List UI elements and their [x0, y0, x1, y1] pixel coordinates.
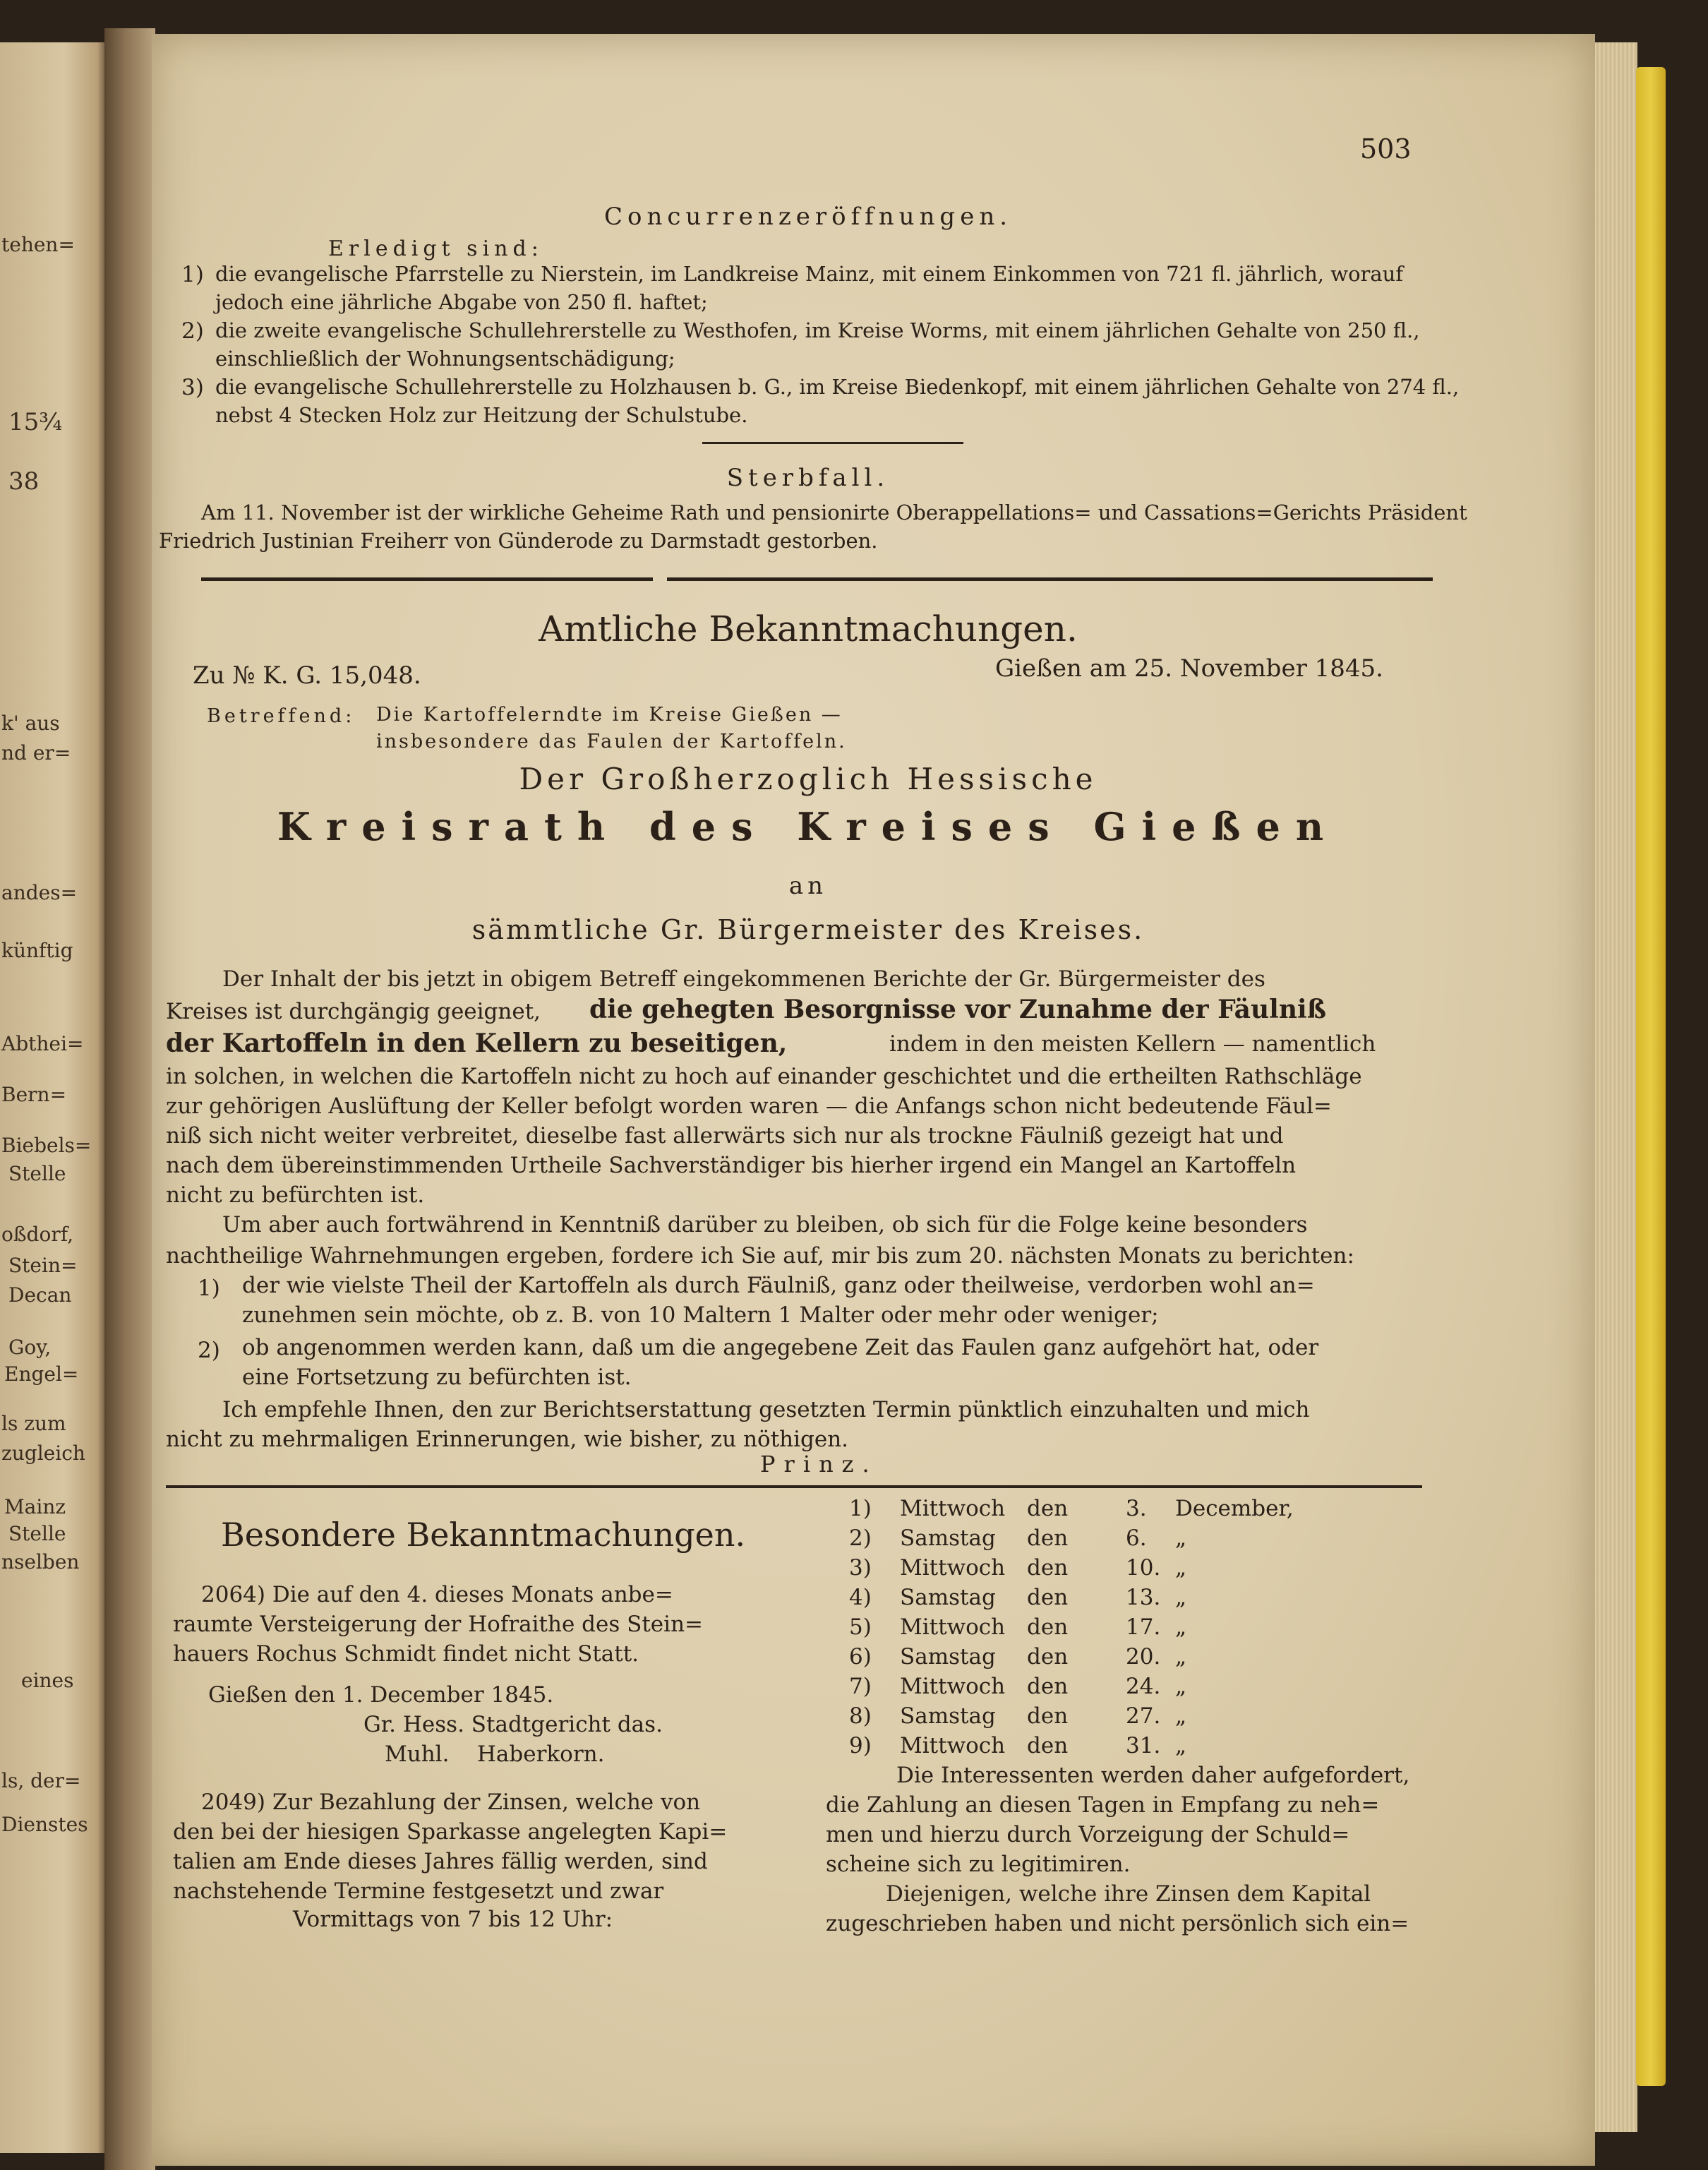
closing-line: nicht zu mehrmaligen Erinnerungen, wie bisher, zu nöthigen.	[166, 1427, 849, 1452]
body-line: niß sich nicht weiter verbreitet, dieselbe fast allerwärts sich nur als trockne Fäulniß gezeigt hat und	[166, 1123, 1284, 1149]
sterbfall-line: Am 11. November ist der wirkliche Geheime Rath und pensionirte Oberappellations= und Cassations=Gerichts Präsident	[201, 500, 1467, 524]
schedule-den: den	[1027, 1733, 1069, 1758]
notice-2049-right-line: scheine sich zu legitimiren.	[826, 1852, 1131, 1877]
left-facing-page	[0, 42, 106, 2153]
amtliche-date: Gießen am 25. November 1845.	[995, 654, 1383, 683]
left-fragment: k' aus	[1, 712, 60, 735]
left-fragment: ls zum	[1, 1412, 66, 1435]
divider-rule	[702, 442, 963, 444]
left-fragment: ls, der=	[1, 1769, 81, 1792]
question-num: 2)	[198, 1338, 220, 1363]
notice-2049-right-line: men und hierzu durch Vorzeigung der Schuld=	[826, 1822, 1350, 1847]
concurrenz-item-line: die evangelische Pfarrstelle zu Nierstein, im Landkreise Mainz, mit einem Einkommen von 721 fl. jährlich, worauf	[215, 262, 1404, 286]
schedule-month: „	[1175, 1525, 1187, 1551]
left-fragment: Engel=	[4, 1362, 79, 1386]
schedule-day: Mittwoch	[900, 1496, 1006, 1521]
schedule-month: „	[1175, 1674, 1187, 1699]
schedule-month: December,	[1175, 1496, 1294, 1521]
notice-2049-line: Vormittags von 7 bis 12 Uhr:	[293, 1907, 613, 1932]
left-fragment: andes=	[1, 881, 78, 904]
schedule-date: 10.	[1126, 1555, 1161, 1581]
schedule-day: Mittwoch	[900, 1555, 1006, 1581]
schedule-day: Mittwoch	[900, 1733, 1006, 1758]
schedule-den: den	[1027, 1525, 1069, 1551]
concurrenz-item-num: 2)	[181, 318, 204, 344]
schedule-day: Samstag	[900, 1644, 996, 1670]
question-line: ob angenommen werden kann, daß um die angegebene Zeit das Faulen ganz aufgehört hat, oder	[242, 1335, 1319, 1360]
notice-2064-line: hauers Rochus Schmidt findet nicht Statt.	[173, 1641, 639, 1667]
left-fragment: künftig	[1, 939, 73, 962]
notice-2049-line: den bei der hiesigen Sparkasse angelegten Kapi=	[173, 1819, 728, 1845]
concurrenz-item-line: einschließlich der Wohnungsentschädigung;	[215, 347, 675, 371]
book-gutter	[104, 28, 155, 2170]
schedule-den: den	[1027, 1703, 1069, 1729]
amtliche-heading: Amtliche Bekanntmachungen.	[539, 609, 1078, 649]
notice-2064-place-date: Gießen den 1. December 1845.	[208, 1682, 554, 1708]
section-rule	[166, 1485, 1422, 1488]
schedule-num: 2)	[849, 1525, 872, 1551]
sender-name: Kreisrath des Kreises Gießen	[277, 804, 1340, 849]
schedule-day: Samstag	[900, 1703, 996, 1729]
schedule-num: 8)	[849, 1703, 872, 1729]
page-edges	[1592, 42, 1637, 2132]
concurrenz-title: Concurrenzeröffnungen.	[603, 203, 1013, 231]
schedule-num: 7)	[849, 1674, 872, 1699]
left-fragment: Biebels=	[1, 1134, 92, 1157]
concurrenz-item-line: die evangelische Schullehrerstelle zu Holzhausen b. G., im Kreise Biedenkopf, mit einem jährlichen Gehalte von 274 fl.,	[215, 375, 1460, 399]
betreff-label: Betreffend:	[207, 705, 356, 727]
notice-2049-right-line: Die Interessenten werden daher aufgefordert,	[896, 1763, 1410, 1788]
body-line: nachtheilige Wahrnehmungen ergeben, fordere ich Sie auf, mir bis zum 20. nächsten Monats zu berichten:	[166, 1243, 1354, 1269]
body-line: indem in den meisten Kellern — namentlich	[889, 1031, 1376, 1057]
left-fragment: Stein=	[8, 1254, 78, 1277]
besondere-heading: Besondere Bekanntmachungen.	[221, 1516, 746, 1554]
concurrenz-item-num: 3)	[181, 375, 204, 400]
question-num: 1)	[198, 1276, 220, 1301]
body-line: Kreises ist durchgängig geeignet,	[166, 999, 541, 1024]
left-fragment: 15¾	[8, 408, 63, 436]
signature: Prinz.	[760, 1451, 878, 1477]
concurrenz-item-num: 1)	[181, 262, 204, 287]
left-fragment: Stelle	[8, 1162, 66, 1185]
sender-title: Der Großherzoglich Hessische	[519, 762, 1097, 796]
schedule-den: den	[1027, 1496, 1069, 1521]
notice-2049-line: nachstehende Termine festgesetzt und zwar	[173, 1878, 664, 1904]
newspaper-page	[152, 34, 1595, 2166]
concurrenz-item-line: jedoch eine jährliche Abgabe von 250 fl. haftet;	[215, 290, 708, 314]
schedule-num: 3)	[849, 1555, 872, 1581]
notice-2049-right-line: die Zahlung an diesen Tagen in Empfang zu neh=	[826, 1792, 1380, 1818]
notice-2049-line: 2049) Zur Bezahlung der Zinsen, welche von	[201, 1790, 701, 1815]
left-fragment: Abthei=	[1, 1032, 84, 1055]
schedule-date: 17.	[1126, 1614, 1161, 1640]
body-line: in solchen, in welchen die Kartoffeln nicht zu hoch auf einander geschichtet und die ertheilten Rathschläge	[166, 1064, 1362, 1089]
betreff-line: Die Kartoffelerndte im Kreise Gießen —	[376, 704, 843, 726]
yellow-binding-tape	[1636, 67, 1666, 2086]
schedule-month: „	[1175, 1614, 1187, 1640]
schedule-date: 24.	[1126, 1674, 1161, 1699]
sterbfall-line: Friedrich Justinian Freiherr von Günderode zu Darmstadt gestorben.	[159, 529, 878, 553]
notice-2064-line: 2064) Die auf den 4. dieses Monats anbe=	[201, 1582, 673, 1607]
notice-2064-line: raumte Versteigerung der Hofraithe des Stein=	[173, 1612, 704, 1637]
schedule-day: Mittwoch	[900, 1674, 1006, 1699]
left-fragment: Dienstes	[1, 1813, 88, 1836]
schedule-day: Mittwoch	[900, 1614, 1006, 1640]
question-line: zunehmen sein möchte, ob z. B. von 10 Maltern 1 Malter oder mehr oder weniger;	[242, 1302, 1159, 1328]
notice-2049-line: talien am Ende dieses Jahres fällig werden, sind	[173, 1849, 708, 1874]
schedule-month: „	[1175, 1733, 1187, 1758]
body-emphasis: die gehegten Besorgnisse vor Zunahme der Fäulniß	[589, 995, 1327, 1024]
body-line: Der Inhalt der bis jetzt in obigem Betreff eingekommenen Berichte der Gr. Bürgermeister des	[222, 966, 1265, 992]
question-line: der wie vielste Theil der Kartoffeln als durch Fäulniß, ganz oder theilweise, verdorben wohl an=	[242, 1273, 1315, 1298]
left-fragment: Stelle	[8, 1522, 66, 1545]
schedule-den: den	[1027, 1585, 1069, 1610]
left-fragment: oßdorf,	[1, 1223, 73, 1246]
left-fragment: Decan	[8, 1283, 72, 1307]
schedule-num: 1)	[849, 1496, 872, 1521]
schedule-date: 27.	[1126, 1703, 1161, 1729]
schedule-den: den	[1027, 1674, 1069, 1699]
schedule-month: „	[1175, 1555, 1187, 1581]
left-fragment: tehen=	[1, 233, 75, 256]
left-fragment: Goy,	[8, 1336, 52, 1359]
notice-2049-right-line: zugeschrieben haben und nicht persönlich sich ein=	[826, 1911, 1409, 1936]
left-fragment: Bern=	[1, 1083, 67, 1106]
schedule-date: 20.	[1126, 1644, 1161, 1670]
schedule-month: „	[1175, 1703, 1187, 1729]
closing-line: Ich empfehle Ihnen, den zur Berichtserstattung gesetzten Termin pünktlich einzuhalten und mich	[222, 1397, 1310, 1422]
concurrenz-item-line: nebst 4 Stecken Holz zur Heitzung der Schulstube.	[215, 403, 748, 427]
schedule-month: „	[1175, 1644, 1187, 1670]
recipient: sämmtliche Gr. Bürgermeister des Kreises.	[471, 914, 1145, 945]
concurrenz-item-line: die zweite evangelische Schullehrerstelle zu Westhofen, im Kreise Worms, mit einem jährlichen Gehalte von 250 fl.,	[215, 318, 1420, 342]
schedule-day: Samstag	[900, 1585, 996, 1610]
body-line: nicht zu befürchten ist.	[166, 1182, 425, 1208]
body-line: zur gehörigen Auslüftung der Keller befolgt worden waren — die Anfangs schon nicht bedeutende Fäul=	[166, 1093, 1332, 1119]
background-edge	[1666, 0, 1708, 2170]
schedule-num: 6)	[849, 1644, 872, 1670]
section-rule	[201, 577, 653, 581]
sterbfall-title: Sterbfall.	[726, 464, 890, 492]
notice-2064-authority: Gr. Hess. Stadtgericht das.	[363, 1712, 663, 1737]
schedule-num: 4)	[849, 1585, 872, 1610]
schedule-date: 31.	[1126, 1733, 1161, 1758]
schedule-day: Samstag	[900, 1525, 996, 1551]
schedule-month: „	[1175, 1585, 1187, 1610]
schedule-date: 13.	[1126, 1585, 1161, 1610]
left-fragment: Mainz	[4, 1495, 66, 1518]
schedule-num: 9)	[849, 1733, 872, 1758]
address-an: an	[788, 872, 828, 900]
left-fragment: eines	[21, 1669, 74, 1692]
schedule-num: 5)	[849, 1614, 872, 1640]
left-fragment: 38	[8, 467, 40, 496]
schedule-date: 3.	[1126, 1496, 1147, 1521]
schedule-date: 6.	[1126, 1525, 1147, 1551]
left-fragment: nselben	[1, 1550, 80, 1573]
question-line: eine Fortsetzung zu befürchten ist.	[242, 1365, 632, 1390]
schedule-den: den	[1027, 1614, 1069, 1640]
amtliche-reference: Zu № K. G. 15,048.	[193, 661, 421, 690]
section-rule	[667, 577, 1433, 581]
page-number: 503	[1360, 133, 1412, 164]
left-fragment: nd er=	[1, 741, 71, 765]
body-line: nach dem übereinstimmenden Urtheile Sachverständiger bis hierher irgend ein Mangel an Kartoffeln	[166, 1153, 1297, 1178]
concurrenz-intro: Erledigt sind:	[328, 236, 543, 261]
notice-2064-signers: Muhl. Haberkorn.	[385, 1742, 605, 1767]
left-fragment: zugleich	[1, 1441, 85, 1465]
schedule-den: den	[1027, 1644, 1069, 1670]
betreff-line: insbesondere das Faulen der Kartoffeln.	[376, 731, 847, 753]
body-line: Um aber auch fortwährend in Kenntniß darüber zu bleiben, ob sich für die Folge keine besonders	[222, 1212, 1308, 1237]
body-emphasis: der Kartoffeln in den Kellern zu beseitigen,	[166, 1029, 788, 1058]
notice-2049-right-line: Diejenigen, welche ihre Zinsen dem Kapital	[886, 1881, 1371, 1907]
schedule-den: den	[1027, 1555, 1069, 1581]
